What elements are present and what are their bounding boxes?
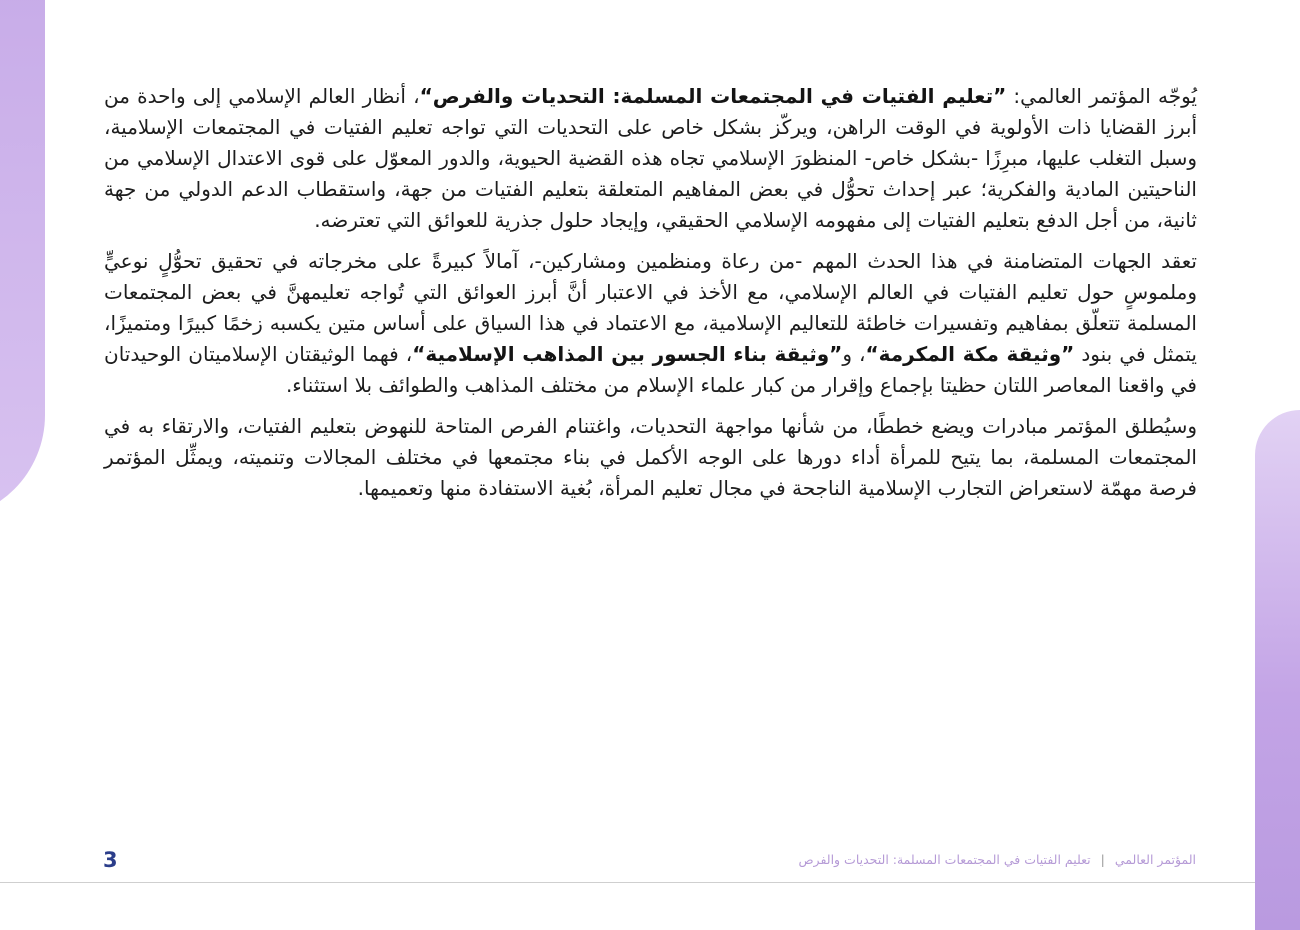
decorative-purple-shape-left [0,0,45,520]
paragraph-2-rest: ، فهما الوثيقتان الإسلاميتان الوحيدتان في واقعنا المعاصر اللتان حظيتا بإجماع وإقرار من كبار علماء الإسلام من مختلف المذاهب والطوائف بلا استثناء. [104,342,1197,397]
footer-divider [0,882,1255,883]
page-number: 3 [103,848,118,872]
body-text [104,81,1197,514]
decorative-purple-shape-right [1255,410,1300,930]
conference-title-bold: ”تعليم الفتيات في المجتمعات المسلمة: التحديات والفرص“ [419,84,1007,108]
paragraph-3 [104,411,1197,504]
paragraph-2-lead: تعقد الجهات المتضامنة في هذا الحدث المهم -من رعاة ومنظمين ومشاركين-، آمالاً كبيرةً على مخرجاته في تحقيق تحوُّلٍ نوعيٍّ وملموسٍ حول تعليم الفتيات في العالم الإسلامي، مع الأخذ في الاعتبار أنَّ أبرز العوائق التي تُواجه تعليمهنَّ في بعض المجتمعات المسلمة تتعلّق بمفاهيم وتفسيرات خاطئة للتعاليم الإسلامية، مع الاعتماد في هذا السياق على أساس متين يكسبه زخمًا كبيرًا ومتميزًا، يتمثل في بنود [104,249,1197,366]
running-header-label: المؤتمر العالمي [1114,852,1196,867]
paragraph-1 [104,81,1197,236]
running-header-separator: | [1100,852,1105,867]
paragraph-1-lead: يُوجّه المؤتمر العالمي: [1006,84,1197,108]
running-header [798,852,1196,867]
running-header-title: تعليم الفتيات في المجتمعات المسلمة: التحديات والفرص [798,852,1091,867]
bridges-document-bold: ”وثيقة بناء الجسور بين المذاهب الإسلامية“ [412,342,843,366]
makkah-document-bold: ”وثيقة مكة المكرمة“ [865,342,1075,366]
paragraph-2-middle: ، و [842,342,866,366]
paragraph-1-rest: ، أنظار العالم الإسلامي إلى واحدة من أبرز القضايا ذات الأولوية في الوقت الراهن، ويركّز بشكل خاص على التحديات التي تواجه تعليم الفتيات في المجتمعات الإسلامية، وسبل التغلب عليها، مبرِزًا -بشكل خاص- المنظورَ الإسلامي تجاه هذه القضية الحيوية، والدور المعوّل على قوى الاعتدال الإسلامي من الناحيتين المادية والفكرية؛ عبر إحداث تحوُّل في بعض المفاهيم المتعلقة بتعليم الفتيات من جهة، واستقطاب الدعم الدولي من جهة ثانية، من أجل الدفع بتعليم الفتيات إلى مفهومه الإسلامي الحقيقي، وإيجاد حلول جذرية للعوائق التي تعترضه. [104,84,1197,232]
paragraph-3-text: وسيُطلق المؤتمر مبادرات ويضع خططًا، من شأنها مواجهة التحديات، واغتنام الفرص المتاحة للنهوض بتعليم الفتيات، والارتقاء به في المجتمعات المسلمة، بما يتيح للمرأة أداء دورها على الوجه الأكمل في بناء مجتمعها في مختلف المجالات وتنميته، ويمثِّل المؤتمر فرصة مهمّة لاستعراض التجارب الإسلامية الناجحة في مجال تعليم المرأة، بُغية الاستفادة منها وتعميمها. [104,414,1197,500]
paragraph-2 [104,246,1197,401]
